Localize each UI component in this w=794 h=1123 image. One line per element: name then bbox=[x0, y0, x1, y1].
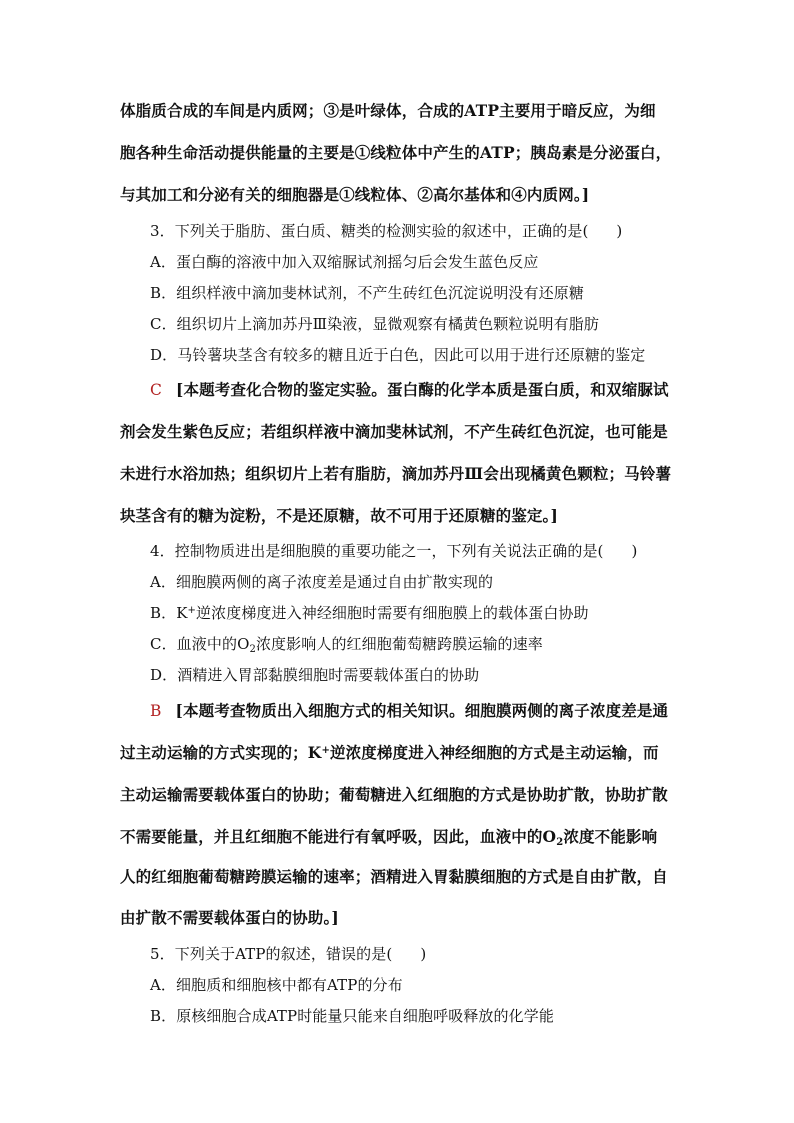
answer-letter: C bbox=[150, 381, 163, 399]
question-3-option-d: D．马铃薯块茎含有较多的糖且近于白色，因此可以用于进行还原糖的鉴定 bbox=[150, 346, 646, 364]
question-stem-text: 3．下列关于脂肪、蛋白质、糖类的检测实验的叙述中，正确的是( bbox=[150, 222, 589, 240]
question-stem-close: ) bbox=[616, 222, 623, 240]
explanation-line: 由扩散不需要载体蛋白的协助。] bbox=[120, 908, 339, 927]
explanation-line: 与其加工和分泌有关的细胞器是①线粒体、②高尔基体和④内质网。] bbox=[120, 185, 590, 204]
question-5-stem bbox=[150, 944, 690, 964]
explanation-text: [本题考查化合物的鉴定实验。蛋白酶的化学本质是蛋白质，和双缩脲试 bbox=[176, 380, 669, 399]
explanation-line: 胞各种生命活动提供能量的主要是①线粒体中产生的ATP；胰岛素是分泌蛋白， bbox=[120, 143, 672, 162]
question-4-option-a: A．细胞膜两侧的离子浓度差是通过自由扩散实现的 bbox=[150, 573, 494, 591]
superscript: + bbox=[187, 605, 197, 616]
explanation-line: 体脂质合成的车间是内质网；③是叶绿体，合成的ATP主要用于暗反应，为细 bbox=[120, 101, 656, 120]
question-4-option-d: D．酒精进入胃部黏膜细胞时需要载体蛋白的协助 bbox=[150, 666, 480, 684]
question-4-stem bbox=[150, 541, 690, 561]
option-text: B．K bbox=[150, 604, 188, 622]
explanation-line: 未进行水浴加热；组织切片上若有脂肪，滴加苏丹Ⅲ会出现橘黄色颗粒；马铃薯 bbox=[120, 464, 672, 483]
option-text: C．血液中的O bbox=[150, 635, 250, 653]
question-4-option-b bbox=[150, 603, 690, 623]
question-3-stem bbox=[150, 221, 690, 241]
explanation-text: [本题考查物质出入细胞方式的相关知识。细胞膜两侧的离子浓度差是通 bbox=[175, 701, 669, 720]
question-5-option-b: B．原核细胞合成ATP时能量只能来自细胞呼吸释放的化学能 bbox=[150, 1007, 554, 1025]
explanation-text: 过主动运输的方式实现的；K bbox=[120, 743, 322, 762]
question-3-explanation bbox=[150, 380, 676, 400]
explanation-line: 剂会发生紫色反应；若组织样液中滴加斐林试剂，不产生砖红色沉淀，也可能是 bbox=[120, 422, 668, 441]
question-stem-close: ) bbox=[631, 542, 638, 560]
question-stem-close: ) bbox=[420, 945, 427, 963]
question-4-explanation bbox=[150, 701, 676, 721]
explanation-line: 主动运输需要载体蛋白的协助；葡萄糖进入红细胞的方式是协助扩散，协助扩散 bbox=[120, 785, 668, 804]
answer-letter: B bbox=[150, 702, 162, 720]
explanation-text: 不需要能量，并且红细胞不能进行有氧呼吸，因此，血液中的O bbox=[120, 827, 557, 846]
question-4-option-c bbox=[150, 634, 690, 654]
question-3-option-a: A．蛋白酶的溶液中加入双缩脲试剂摇匀后会发生蓝色反应 bbox=[150, 253, 539, 271]
option-text: 浓度影响人的红细胞葡萄糖跨膜运输的速率 bbox=[255, 635, 543, 653]
explanation-line bbox=[120, 743, 676, 763]
question-3-option-b: B．组织样液中滴加斐林试剂，不产生砖红色沉淀说明没有还原糖 bbox=[150, 284, 584, 302]
question-stem-text: 4．控制物质进出是细胞膜的重要功能之一，下列有关说法正确的是( bbox=[150, 542, 604, 560]
option-text: 逆浓度梯度进入神经细胞时需要有细胞膜上的载体蛋白协助 bbox=[196, 604, 589, 622]
explanation-line: 块茎含有的糖为淀粉，不是还原糖，故不可用于还原糖的鉴定。] bbox=[120, 506, 558, 525]
subscript: 2 bbox=[249, 644, 256, 655]
explanation-line: 人的红细胞葡萄糖跨膜运输的速率；酒精进入胃黏膜细胞的方式是自由扩散，自 bbox=[120, 867, 668, 886]
question-3-option-c: C．组织切片上滴加苏丹Ⅲ染液，显微观察有橘黄色颗粒说明有脂肪 bbox=[150, 315, 599, 333]
explanation-text: 逆浓度梯度进入神经细胞的方式是主动运输，而 bbox=[329, 743, 659, 762]
question-5-option-a: A．细胞质和细胞核中都有ATP的分布 bbox=[150, 976, 403, 994]
subscript: 2 bbox=[556, 837, 564, 848]
question-stem-text: 5．下列关于ATP的叙述，错误的是( bbox=[150, 945, 393, 963]
explanation-text: 浓度不能影响 bbox=[563, 827, 658, 846]
explanation-line bbox=[120, 827, 676, 847]
superscript: + bbox=[321, 745, 330, 756]
